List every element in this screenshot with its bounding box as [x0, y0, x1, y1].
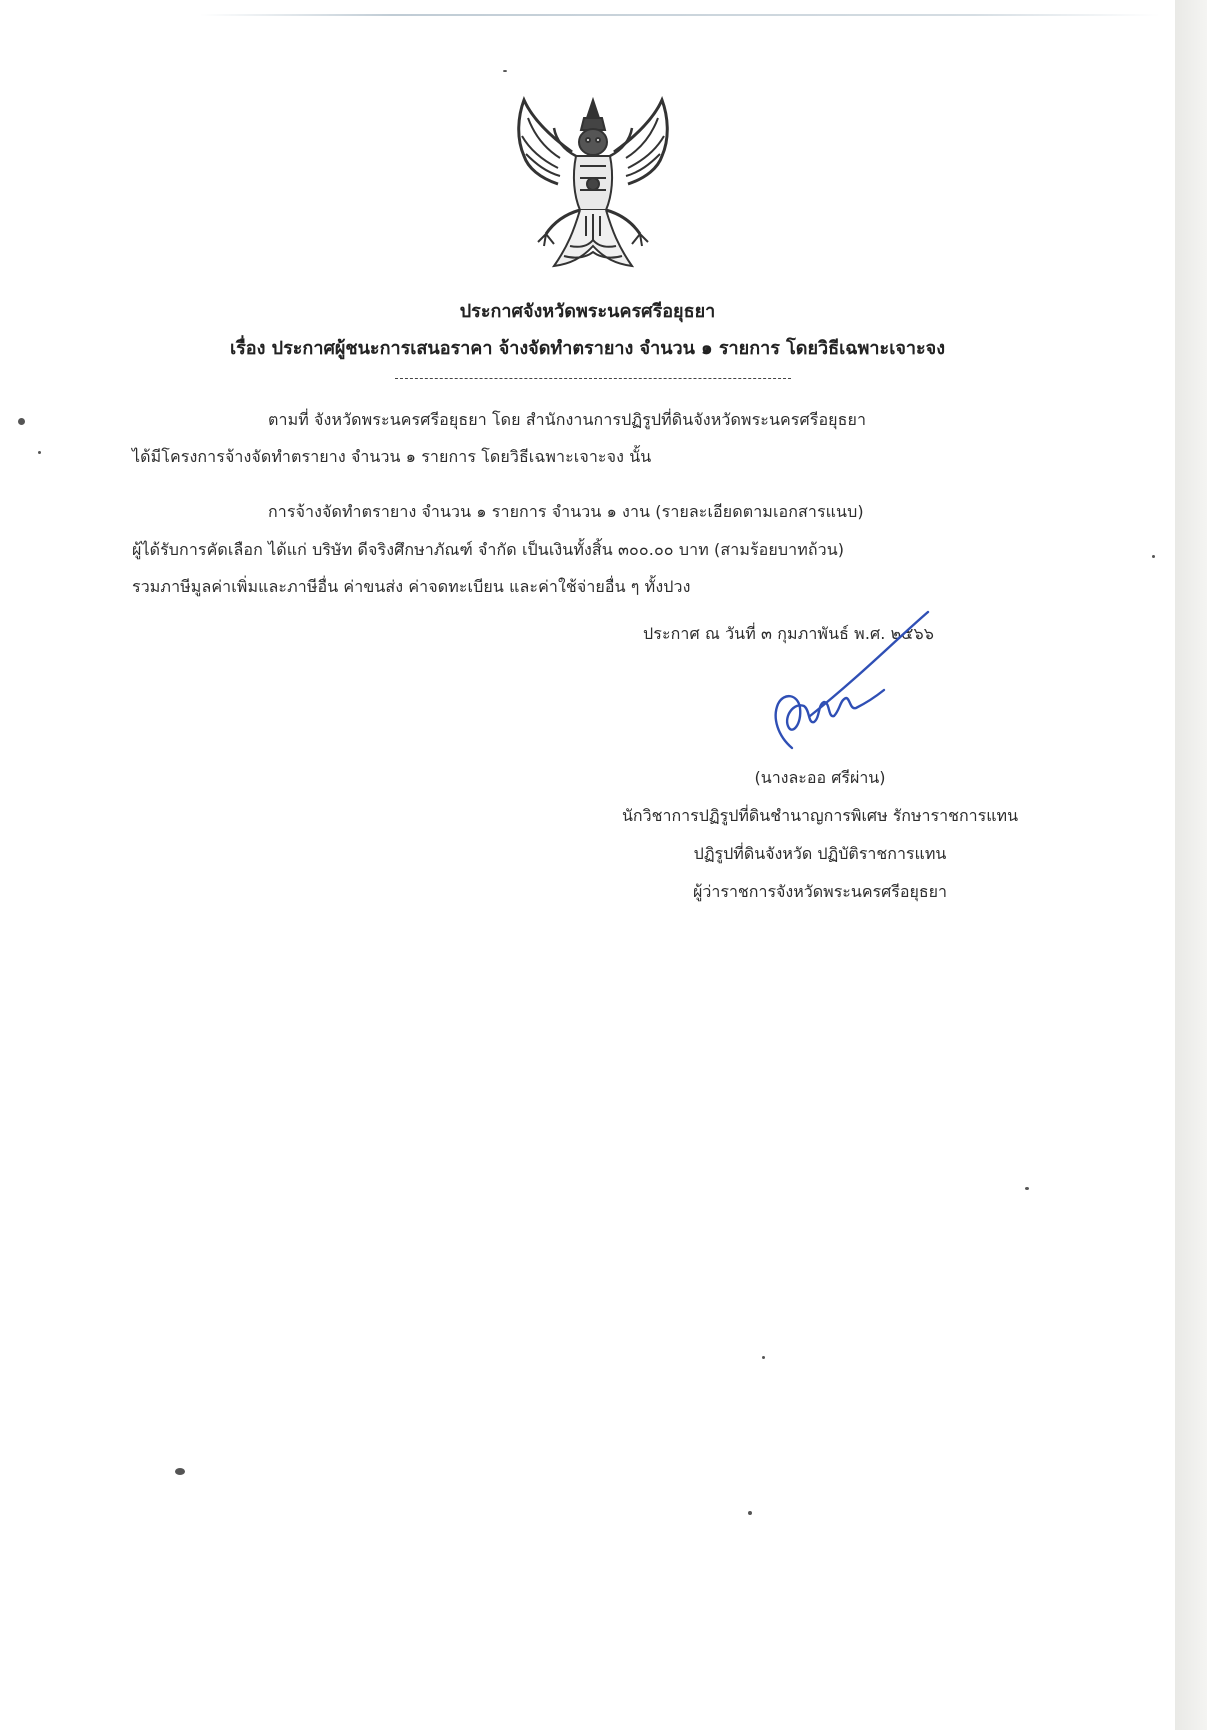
- announcement-date: ประกาศ ณ วันที่ ๓ กุมภาพันธ์ พ.ศ. ๒๕๖๖: [643, 624, 934, 643]
- scan-right-edge: [1175, 0, 1207, 1730]
- signatory-position-1: นักวิชาการปฏิรูปที่ดินชำนาญการพิเศษ รักษาราชการแทน: [621, 806, 1019, 825]
- scan-speck: [1025, 1187, 1029, 1190]
- signatory-position-2: ปฏิรูปที่ดินจังหวัด ปฏิบัติราชการแทน: [693, 844, 947, 863]
- paragraph-2-line-2: ผู้ได้รับการคัดเลือก ได้แก่ บริษัท ดีจริงศึกษาภัณฑ์ จำกัด เป็นเงินทั้งสิ้น ๓๐๐.๐๐ บาท (สามร้อยบาทถ้วน): [132, 540, 845, 559]
- scan-speck: [503, 70, 507, 72]
- paragraph-1-line-2: ได้มีโครงการจ้างจัดทำตรายาง จำนวน ๑ รายการ โดยวิธีเฉพาะเจาะจง นั้น: [132, 447, 652, 466]
- scan-speck: [762, 1356, 765, 1359]
- paragraph-2-line-3: รวมภาษีมูลค่าเพิ่มและภาษีอื่น ค่าขนส่ง ค่าจดทะเบียน และค่าใช้จ่ายอื่น ๆ ทั้งปวง: [132, 577, 691, 596]
- paragraph-2-line-1: การจ้างจัดทำตรายาง จำนวน ๑ รายการ จำนวน ๑ งาน (รายละเอียดตามเอกสารแนบ): [268, 502, 864, 521]
- scan-speck: [1152, 555, 1155, 558]
- document-title: ประกาศจังหวัดพระนครศรีอยุธยา: [459, 301, 716, 322]
- scan-speck: [18, 418, 25, 425]
- scan-speck: [38, 451, 41, 454]
- document-subject: เรื่อง ประกาศผู้ชนะการเสนอราคา จ้างจัดทำตรายาง จำนวน ๑ รายการ โดยวิธีเฉพาะเจาะจง: [229, 338, 946, 359]
- garuda-emblem-icon: [510, 96, 676, 278]
- handwritten-signature: [770, 606, 930, 751]
- scan-speck: [748, 1511, 752, 1515]
- signatory-name: (นางละออ ศรีผ่าน): [754, 768, 886, 787]
- signatory-position-3: ผู้ว่าราชการจังหวัดพระนครศรีอยุธยา: [693, 882, 947, 901]
- paragraph-1-line-1: ตามที่ จังหวัดพระนครศรีอยุธยา โดย สำนักงานการปฏิรูปที่ดินจังหวัดพระนครศรีอยุธยา: [268, 410, 867, 429]
- scan-edge-line: [200, 14, 1160, 16]
- scan-speck: [175, 1468, 185, 1475]
- title-divider: [395, 378, 791, 379]
